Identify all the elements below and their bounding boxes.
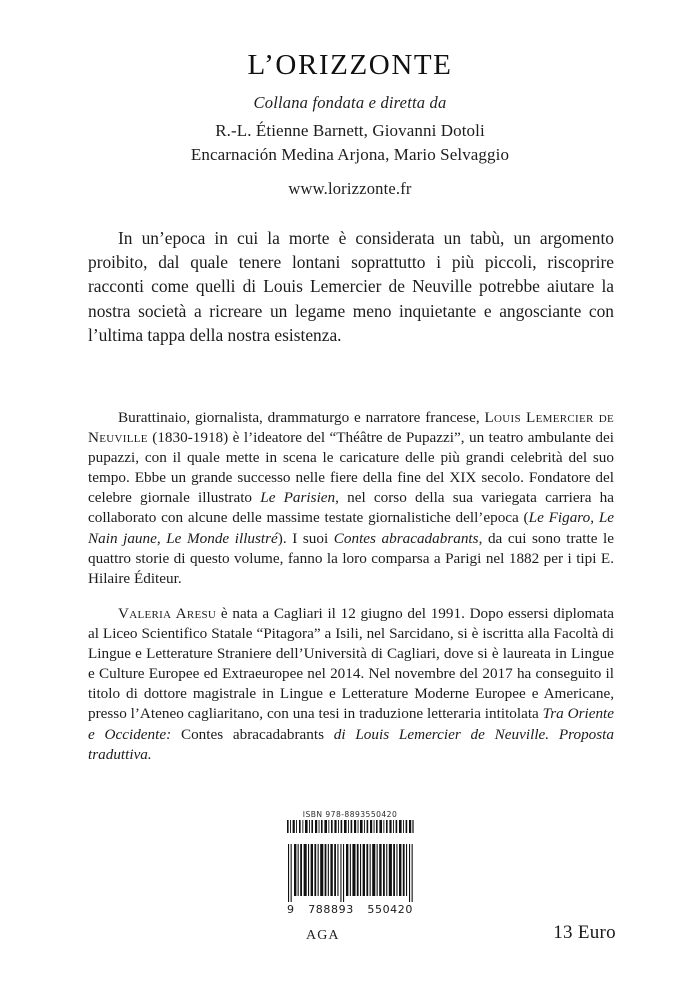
ean13-barcode-icon	[286, 844, 414, 902]
author-name: Louis Lemercier de Neuville	[88, 409, 614, 447]
barcode-digit-group-1: 788893	[308, 903, 354, 916]
series-title: L’ORIZZONTE	[247, 49, 453, 81]
author-biography	[88, 408, 614, 589]
author-bio-text-2: (1830-1918) è l’ideatore del “Théâtre de Pupazzi”, un teatro ambulante dei pupazzi, con il quale mette in scena le caricature delle più grandi celebrità del suo tempo. Ebbe un grande successo nelle fiere della fine del XIX secolo. Fondatore del celebre giornale illustrato	[88, 429, 614, 507]
isbn-label: ISBN 978-8893550420	[302, 810, 398, 819]
author-bio-text-4: ). I suoi	[277, 529, 334, 547]
barcode-digit-prefix: 9	[287, 903, 295, 916]
isbn-mini-barcode-icon	[286, 820, 414, 833]
barcode-digits	[286, 903, 414, 916]
translator-name: Valeria Aresu	[118, 605, 217, 622]
intro-blurb	[88, 226, 614, 347]
translator-biography-paragraph	[88, 604, 614, 765]
thesis-title-part-1: Tra Oriente e Occidente:	[88, 705, 615, 743]
translator-biography	[88, 604, 614, 765]
thesis-title-part-3: di Louis Lemercier de Neuville. Proposta traduttiva.	[88, 725, 614, 763]
author-bio-text-3: , nel corso della sua variegata carriera ha collaborato con alcune delle massime testate giornalistiche dell’epoca (	[88, 489, 614, 527]
journal-separator-2: ,	[156, 529, 167, 547]
series-editors	[0, 119, 700, 165]
series-founded-by-label: Collana fondata e diretta da	[253, 93, 447, 113]
journal-title-le-figaro: Le Figaro	[528, 509, 591, 527]
series-website: www.lorizzonte.fr	[288, 178, 412, 198]
author-biography-paragraph	[88, 408, 614, 589]
barcode-digit-group-2: 550420	[367, 903, 413, 916]
intro-paragraph: In un’epoca in cui la morte è considerata un tabù, un argomento proibito, dal quale tenere lontani soprattutto i più piccoli, riscoprire racconti come quelli di Louis Lemercier de Neuville potrebbe aiutare la nostra società a ricreare un legame meno inquietante e angosciante con l’ultima tappa della nostra esistenza.	[88, 228, 614, 345]
barcode-spacer	[286, 833, 414, 844]
journal-title-le-parisien: Le Parisien	[260, 489, 336, 507]
series-editors-line-2: Encarnación Medina Arjona, Mario Selvaggio	[190, 144, 510, 164]
author-bio-text-1: Burattinaio, giornalista, drammaturgo e narratore francese,	[118, 409, 485, 426]
translator-bio-text: è nata a Cagliari il 12 giugno del 1991. Dopo essersi diplomata al Liceo Scientifico Statale “Pitagora” a Isili, nel Sarcidano, si è iscritta alla Facoltà di Lingue e Letterature Straniere dell’Università di Cagliari, dove si è laureata in Lingue e Culture Europee ed Extraeuropee nel 2014. Nel novembre del 2017 ha conseguito il titolo di dottore magistrale in Lingue e Letterature Moderne Europee e Americane, presso l’Ateneo cagliaritano, con una tesi in traduzione letteraria intitolata	[88, 605, 614, 723]
work-title-contes-abracadabrants: Contes abracadabrants	[333, 529, 479, 547]
series-editors-line-1: R.-L. Étienne Barnett, Giovanni Dotoli	[215, 121, 485, 141]
barcode-block	[286, 810, 414, 916]
journal-title-le-nain-jaune: Le Nain jaune	[88, 509, 615, 547]
author-bio-text-5: , da cui sono tratte le quattro storie di questo volume, fanno la loro comparsa a Parigi nel 1882 per i tipi E. Hilaire Éditeur.	[88, 529, 614, 587]
publisher-imprint: AGA	[306, 928, 340, 943]
series-masthead	[0, 50, 700, 199]
journal-separator-1: ,	[590, 509, 599, 527]
thesis-title-part-2: Contes abracadabrants	[171, 725, 334, 743]
price-label: 13 Euro	[553, 922, 616, 943]
journal-title-le-monde-illustre: Le Monde illustré	[166, 529, 278, 547]
